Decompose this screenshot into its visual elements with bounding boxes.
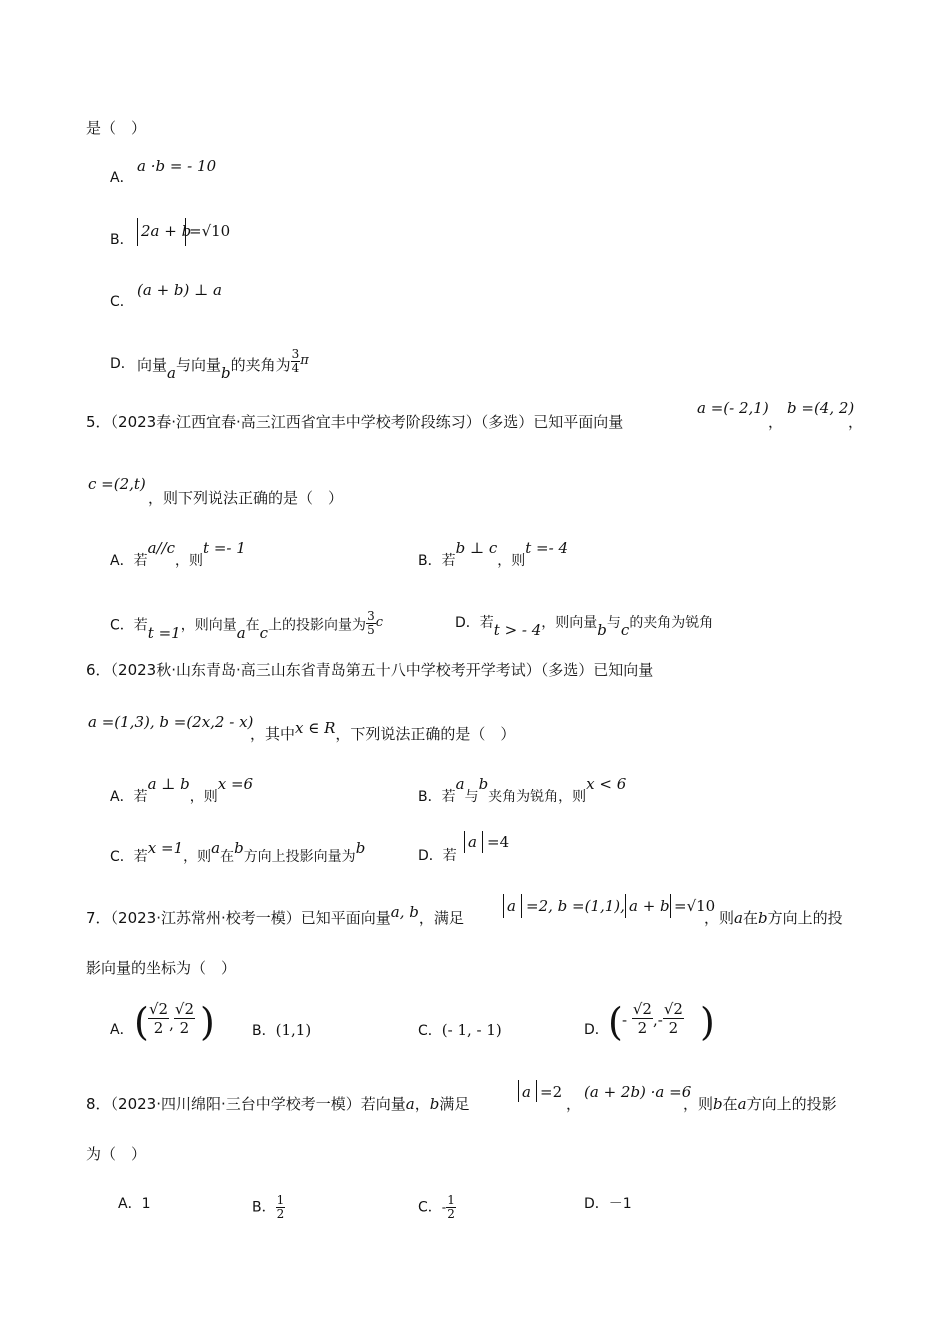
text: 若 [442, 848, 457, 864]
result: t =- 1 [203, 539, 246, 557]
option-label: D． [455, 615, 480, 631]
vector-a: a [734, 909, 743, 927]
q8-stem-tail [683, 1094, 837, 1114]
q8-option-c [418, 1194, 456, 1221]
q8-sep: ， [566, 1095, 582, 1113]
vector-b: b [478, 775, 489, 793]
vector-b: b [597, 621, 607, 639]
denominator: 5 [367, 623, 375, 637]
text: 若 [133, 553, 148, 569]
fraction [174, 1000, 195, 1037]
q4-option-c-expr: (a + b) ⊥ a [137, 281, 222, 299]
q5-option-d [455, 612, 714, 639]
q5-comma: ， [848, 413, 864, 431]
q8-cond-value: =2 [540, 1083, 563, 1101]
option-label: B． [252, 1199, 276, 1216]
text: 在 [722, 1095, 738, 1113]
abs-bar-left [137, 218, 138, 246]
q8-option-b [252, 1194, 285, 1221]
paren-right: ) [200, 1000, 215, 1044]
fraction [291, 348, 301, 375]
question-source: （2023·江苏常州·校考一模）已知平面向量 [110, 909, 391, 927]
value: －1 [608, 1196, 632, 1212]
question-source: （2023·四川绵阳·三台中学校考一模）若向量 [110, 1095, 406, 1113]
text: 的夹角为 [230, 356, 291, 374]
q6-d-expr: a [468, 833, 477, 851]
fraction [276, 1194, 286, 1221]
expr: b ⊥ c [455, 539, 498, 557]
vector-a: a [211, 839, 221, 857]
text: ，则向量 [541, 615, 598, 631]
q4-stem-tail: 是（ ） [86, 119, 147, 137]
vector-b: b [355, 839, 366, 857]
expr: (1,1) [275, 1021, 312, 1039]
abs-bar-left [503, 894, 504, 918]
text: ，下列说法正确的是（ ） [335, 725, 516, 743]
paren-left: ( [608, 1000, 623, 1044]
abs-bar-right [536, 1080, 537, 1102]
q8-option-d [584, 1194, 632, 1214]
option-label: C． [110, 849, 134, 865]
text: ，则 [189, 789, 218, 805]
text: 满足 [439, 1095, 470, 1113]
q6-stem-2 [250, 719, 516, 744]
abs-bar-right [482, 831, 483, 853]
q5-comma: ， [768, 413, 784, 431]
denominator: 2 [668, 1019, 679, 1037]
q5-vector-b: b =(4, 2) [787, 399, 855, 417]
question-source: （2023春·江西宜春·高三江西省宜丰中学校考阶段练习）（多选）已知平面向量 [110, 413, 624, 431]
abs-bar-right [670, 894, 671, 918]
option-label: A． [118, 1196, 142, 1212]
q6-stem [86, 660, 653, 680]
text: ，则 [497, 553, 526, 569]
q7-stem-tail [704, 908, 843, 928]
text: ，满足 [418, 909, 464, 927]
text: 在 [220, 849, 235, 865]
q5-vector-c: c =(2,t) [88, 475, 146, 493]
vector-c: c [620, 621, 630, 639]
q4-option-d-label: D． [110, 356, 135, 372]
q7-cond-sum: a + b [629, 897, 670, 915]
q7-option-b [252, 1020, 311, 1041]
cond: t =1 [147, 623, 181, 642]
denominator: 2 [153, 1019, 164, 1037]
abs-bar-left [625, 894, 626, 918]
expr: (- 1, - 1) [441, 1021, 502, 1039]
result: t =- 4 [525, 539, 569, 557]
denominator: 2 [637, 1019, 648, 1037]
text: 在 [245, 617, 260, 634]
vector-b: b [234, 839, 244, 857]
fraction [446, 1194, 456, 1221]
abs-bar-left [518, 1080, 519, 1102]
vector-b: b [220, 364, 231, 382]
text: 若 [479, 615, 494, 631]
text: ，则 [683, 1095, 714, 1113]
comma-minus: ,- [652, 1011, 663, 1029]
denominator: 4 [291, 361, 300, 375]
q6-d-result: =4 [487, 833, 510, 851]
option-label: D． [418, 848, 443, 864]
q4-option-a-label: A． [110, 170, 134, 186]
q7-cond-a: a [507, 897, 516, 915]
q7-option-d-expr [622, 1000, 684, 1037]
text: 与 [606, 615, 621, 631]
numerator: 3 [367, 609, 375, 623]
text: ，则向量 [180, 617, 237, 634]
text: ，其中 [250, 725, 296, 743]
numerator: √2 [149, 1000, 169, 1018]
question-number: 8． [86, 1095, 111, 1113]
denominator: 2 [179, 1019, 190, 1037]
q8-stem-2: 为（ ） [86, 1145, 147, 1163]
comma: , [169, 1015, 174, 1033]
denominator: 2 [447, 1207, 455, 1221]
text: 若 [441, 789, 456, 805]
q8-cond-a: a [522, 1083, 531, 1101]
q7-cond-mid: =2, b =(1,1), [526, 897, 625, 915]
q7-option-a-label: A． [110, 1022, 134, 1038]
numerator: 3 [291, 347, 300, 361]
minus: - [622, 1011, 628, 1029]
paren-left: ( [134, 1000, 149, 1044]
pi-symbol: π [300, 353, 309, 368]
text: ，则 [175, 553, 204, 569]
vector-a: a [737, 1095, 747, 1113]
q5-option-c [110, 609, 383, 642]
q4-option-d-text [137, 347, 309, 382]
text: 若 [133, 789, 148, 805]
q4-option-a-expr: a ·b = - 10 [137, 157, 217, 175]
q7-option-a-expr [148, 1000, 195, 1037]
q8-cond-dot: (a + 2b) ·a =6 [584, 1083, 692, 1101]
q4-option-b-rhs: =√10 [189, 222, 231, 240]
value: 1 [141, 1196, 151, 1212]
q6-option-c [110, 839, 366, 867]
question-number: 5． [86, 413, 111, 431]
q7-cond-rhs: =√10 [674, 897, 716, 915]
option-label: C． [110, 617, 134, 634]
option-label: B． [418, 789, 442, 805]
question-number: 6． [86, 661, 111, 679]
vector-a: a [236, 623, 246, 642]
fraction [366, 610, 376, 637]
option-label: C． [418, 1199, 442, 1216]
result: x =6 [217, 775, 254, 793]
q8-stem [86, 1094, 469, 1114]
numerator: √2 [663, 1000, 683, 1018]
numerator: 1 [447, 1193, 455, 1207]
q4-option-c-label: C． [110, 294, 134, 310]
option-label: B． [252, 1023, 276, 1039]
text: 上的投影向量为 [268, 617, 367, 634]
text: 若 [133, 617, 148, 634]
abs-bar-right [185, 218, 186, 246]
q7-option-c [418, 1020, 502, 1041]
vector-a: a [167, 364, 176, 382]
vars: a, b [390, 903, 419, 921]
option-label: A． [110, 789, 134, 805]
q5-option-b [418, 539, 569, 571]
q7-option-d-label: D． [584, 1022, 609, 1038]
vector-b: b [757, 909, 768, 927]
text: 在 [742, 909, 758, 927]
text: ，则 [183, 849, 212, 865]
numerator: √2 [632, 1000, 652, 1018]
vector-a: a [455, 775, 465, 793]
vector-b: b [713, 1095, 723, 1113]
text: 与 [464, 789, 479, 805]
q6-option-a [110, 775, 254, 807]
option-label: D． [584, 1196, 609, 1212]
abs-bar-right [521, 894, 522, 918]
result: x < 6 [586, 775, 627, 793]
q6-option-b [418, 775, 627, 807]
text: 的夹角为锐角 [629, 615, 714, 631]
q6-vectors: a =(1,3), b =(2x,2 - x) [88, 713, 254, 731]
text: ， [414, 1095, 430, 1113]
q4-option-b-label: B． [110, 232, 134, 248]
text: 方向上的投影 [746, 1095, 837, 1113]
numerator: √2 [174, 1000, 194, 1018]
text: ，则 [704, 909, 735, 927]
denominator: 2 [276, 1207, 285, 1221]
text: 若 [441, 553, 456, 569]
option-label: B． [418, 553, 442, 569]
numerator: 1 [276, 1193, 285, 1207]
vector-c: c [259, 623, 269, 642]
fraction [632, 1000, 653, 1037]
minus: - [441, 1200, 447, 1216]
abs-bar-left [464, 831, 465, 853]
vector-a: a [405, 1095, 415, 1113]
q6-option-d [418, 846, 457, 866]
expr: a ⊥ b [147, 775, 190, 793]
vector-b: b [429, 1095, 440, 1113]
paren-right: ) [700, 1000, 715, 1044]
expr: a//c [147, 539, 176, 557]
q5-stem [86, 412, 623, 432]
fraction [663, 1000, 684, 1037]
cond: t > - 4 [493, 621, 542, 639]
text: 向量 [137, 356, 168, 374]
text: 方向上的投 [767, 909, 843, 927]
cond: x =1 [147, 839, 184, 857]
q5-vector-a: a =(- 2,1) [697, 399, 769, 417]
text: 夹角为锐角，则 [488, 789, 587, 805]
cond: x ∈ R [295, 719, 336, 737]
question-source: （2023秋·山东青岛·高三山东省青岛第五十八中学校考开学考试）（多选）已知向量 [110, 661, 654, 679]
q4-option-b-expr: 2a + b [141, 222, 192, 240]
option-label: A． [110, 553, 134, 569]
q7-stem [86, 903, 464, 928]
question-number: 7． [86, 909, 111, 927]
text: 方向上投影向量为 [243, 849, 356, 865]
text: 与向量 [175, 356, 221, 374]
q5-option-a [110, 539, 246, 571]
q5-stem-2: ，则下列说法正确的是（ ） [148, 489, 344, 507]
vector-c: c [375, 614, 383, 630]
option-label: C． [418, 1023, 442, 1039]
text: 若 [133, 849, 148, 865]
q8-option-a [118, 1194, 151, 1214]
fraction [148, 1000, 169, 1037]
q7-stem-2: 影向量的坐标为（ ） [86, 959, 237, 977]
